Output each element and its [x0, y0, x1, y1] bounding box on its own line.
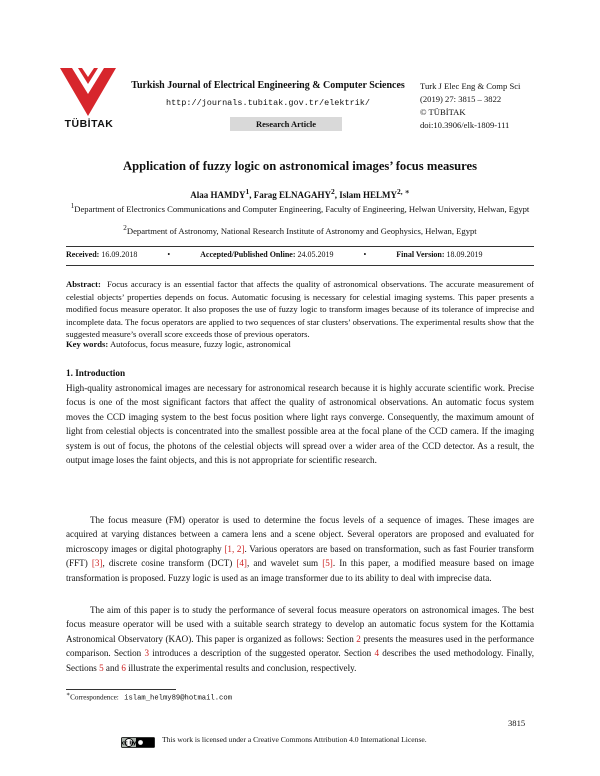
affiliation-sup: 1: [70, 202, 75, 210]
footnote: [66, 691, 232, 702]
affiliation-text: Department of Electronics Communications and Computer Engineering, Faculty of Engineering, Helwan University, Helwan, Egypt: [74, 203, 530, 214]
keywords: [66, 338, 534, 351]
journal-title: Turkish Journal of Electrical Engineering & Computer Sciences: [131, 80, 405, 91]
author-sep: ,: [249, 190, 254, 200]
cc-badge-text: cc by: [121, 740, 137, 747]
text-run: illustrate the experimental results and conclusion, respectively.: [125, 662, 357, 673]
citation-link[interactable]: [5]: [322, 558, 333, 569]
affiliation-1: [66, 201, 534, 215]
text-run: , discrete cosine transform (DCT): [102, 558, 237, 569]
final-label: Final Version:: [396, 250, 445, 259]
paper-title: Application of fuzzy logic on astronomical images’ focus measures: [123, 159, 477, 173]
author-sup: 1: [245, 187, 250, 196]
citation-link[interactable]: [1, 2]: [224, 543, 245, 554]
author-list: [60, 187, 540, 200]
author-name: Islam HELMY: [339, 190, 398, 200]
citation-link[interactable]: [3]: [91, 558, 103, 569]
author-sup: 2: [331, 187, 335, 196]
section-heading: 1. Introduction: [66, 368, 126, 378]
copyright-line: © TÜBİTAK: [420, 107, 466, 117]
author-sep: ,: [334, 190, 340, 200]
paragraph-text: High-quality astronomical images are necessary for astronomical research because it is highly accurate scientific work. Precise focus is one of the most significant factors that affect the quality of astronomical observations. An automatic focus system moves the CCD imaging system to the best focus position where light rays converge. Consequently, the maximum amount of light from celestial objects is concentrated into the smallest possible area at the focal plane of the CCD camera. If the imaging system is out of focus, the photons of the celestial objects will spread over a wider area of the CCD detector. As a result, the output image loses the faint objects, and this is not appropriate for scientific research.: [66, 383, 534, 466]
citation-line: Turk J Elec Eng & Comp Sci: [420, 81, 521, 91]
received-label: Received:: [66, 250, 100, 259]
text-run: introduces a description of the suggested operator. Section: [149, 648, 375, 659]
author-name: Farag ELNAGAHY: [253, 190, 332, 200]
paragraph-2: [66, 513, 534, 585]
volume-line: (2019) 27: 3815 – 3822: [420, 94, 502, 104]
text-run: The focus measure (FM) operator is used to determine the focus levels of a sequence of images. These images are acquired at varying distances between a camera lens and a scene object. Several operators are proposed and evaluated for microscopy images or digital photography: [66, 515, 534, 554]
license-text: This work is licensed under a Creative Commons Attribution 4.0 International License.: [162, 735, 427, 744]
footnote-marker: ∗: [66, 692, 71, 698]
abstract-label: Abstract:: [66, 279, 101, 289]
affiliation-2: [66, 223, 534, 237]
text-run: The aim of this paper is to study the performance of several focus measure operators on astronomical images. The best focus measure operator will be used with a suitable search strategy to develop an automatic focus system for the Kottamia Astronomical Observatory (KAO). This paper is organized as follows: Section: [66, 605, 534, 644]
doi-line[interactable]: doi:10.3906/elk-1809-111: [420, 120, 510, 130]
abstract-text: Focus accuracy is an essential factor that affects the quality of astronomical observations. The accurate measurement of celestial objects’ properties depends on focus. Automatic focusing is necessary for celestial imaging systems. This paper presents a modified focus measure operator. It also proposes the use of fuzzy logic to transform images because of its tolerance of imprecise and incomplete data. The focus operators are applied to two sequences of star clusters’ observations. The experimental results show that the suggested measure’s overall score exceeds those of previous operators.: [66, 279, 534, 339]
footnote-rule: [66, 689, 176, 690]
citation-link[interactable]: [4]: [236, 558, 247, 569]
keywords-label: Key words:: [66, 339, 109, 349]
accepted-label: Accepted/Published Online:: [200, 250, 296, 259]
section-link[interactable]: 3: [144, 648, 150, 659]
date-bullet: •: [363, 250, 367, 259]
divider: [66, 246, 534, 247]
logo-text: TÜBİTAK: [64, 118, 114, 130]
footnote-label: Correspondence:: [70, 693, 119, 702]
journal-url[interactable]: http://journals.tubitak.gov.tr/elektrik/: [165, 98, 371, 108]
section-link[interactable]: 6: [121, 662, 126, 673]
text-run: and: [103, 662, 122, 673]
section-link[interactable]: 5: [99, 662, 104, 673]
author-name: Alaa HAMDY: [190, 190, 246, 200]
abstract: [66, 278, 534, 341]
article-type-badge: Research Article: [230, 117, 342, 131]
text-run: presents the measures used in the performance comparison. Section: [66, 633, 534, 659]
text-run: . In this paper, a modified measure based on image transformation is proposed. Fuzzy logic is used as an image transformer due to its ability to deal with imprecise data.: [66, 558, 535, 583]
paragraph-3: [66, 603, 534, 675]
divider: [66, 265, 534, 266]
paragraph-1: [66, 381, 534, 467]
affiliation-sup: 2: [123, 224, 127, 232]
affiliation-text: Department of Astronomy, National Research Institute of Astronomy and Geophysics, Helwan, Egypt: [126, 225, 477, 236]
date-bullet: •: [167, 250, 171, 259]
section-link[interactable]: 4: [374, 648, 380, 659]
section-link[interactable]: 2: [356, 633, 361, 644]
accepted-date: 24.05.2019: [297, 250, 334, 259]
correspondence-email[interactable]: islam_helmy89@hotmail.com: [124, 694, 233, 703]
author-sup: 2, ∗: [397, 187, 410, 196]
received-date: 16.09.2018: [101, 250, 138, 259]
cc-license-icon[interactable]: [121, 735, 155, 746]
keywords-text: Autofocus, focus measure, fuzzy logic, astronomical: [109, 339, 291, 349]
text-run: , and wavelet sum: [246, 558, 323, 569]
page-number: 3815: [508, 718, 526, 728]
dates-bar: [66, 250, 534, 259]
text-run: . Various operators are based on transformation, such as fast Fourier transform (FFT): [66, 543, 534, 569]
text-run: describes the used methodology. Finally, Sections: [66, 648, 535, 673]
final-date: 18.09.2019: [446, 250, 483, 259]
